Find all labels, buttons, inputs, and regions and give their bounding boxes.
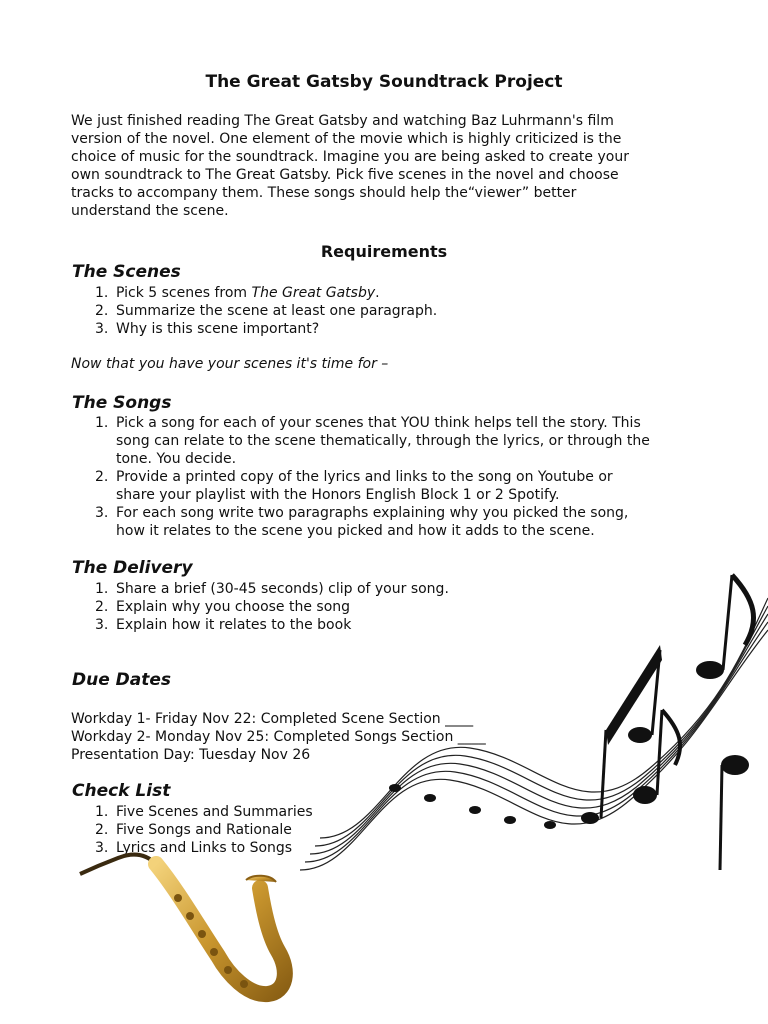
item-line: Pick a song for each of your scenes that YOU think helps tell the story. This [116,415,641,431]
saxophone-icon [78,846,308,1016]
item-number: 1. [95,804,109,820]
list-item [72,284,712,302]
item-number: 2. [95,303,109,319]
list-item [72,821,712,839]
due-date-line: Workday 2- Monday Nov 25: Completed Songs Section ____ [71,729,486,745]
item-number: 1. [95,415,109,431]
delivery-heading: The Delivery [72,558,193,578]
list-item [72,468,712,504]
item-text: Share a brief (30-45 seconds) clip of your song. [116,581,449,597]
list-item [72,598,712,616]
due-date-line: Workday 1- Friday Nov 22: Completed Scene Section ____ [71,711,474,727]
due-dates-heading: Due Dates [72,670,172,690]
scenes-heading: The Scenes [72,262,181,282]
list-item [72,504,712,540]
item-number: 1. [95,285,109,301]
intro-line: own soundtrack to The Great Gatsby. Pick five scenes in the novel and choose [71,167,619,183]
list-item [72,839,712,857]
list-item [72,320,712,338]
item-text: Summarize the scene at least one paragraph. [116,303,438,319]
item-number: 3. [95,840,109,856]
songs-heading: The Songs [72,393,172,413]
item-number: 3. [95,505,109,521]
checklist-heading: Check List [72,781,171,801]
list-item [72,580,712,598]
scenes-list [72,284,712,338]
book-title: The Great Gatsby [251,285,376,301]
item-text: Explain how it relates to the book [116,617,352,633]
intro-paragraph [71,112,711,220]
due-date-line: Presentation Day: Tuesday Nov 26 [71,747,311,763]
intro-line: We just finished reading The Great Gatsby and watching Baz Luhrmann's film [71,113,614,129]
due-dates-list [71,710,486,764]
list-item [72,414,712,468]
intro-line: understand the scene. [71,203,229,219]
item-text: Why is this scene important? [116,321,320,337]
item-text: Explain why you choose the song [116,599,351,615]
item-line: Provide a printed copy of the lyrics and links to the song on Youtube or [116,469,613,485]
item-line: song can relate to the scene thematically, through the lyrics, or through the [116,433,650,449]
item-line: how it relates to the scene you picked and how it adds to the scene. [116,523,595,539]
item-number: 2. [95,822,109,838]
item-line: tone. You decide. [116,451,237,467]
list-item [72,803,712,821]
item-number: 3. [95,321,109,337]
item-number: 2. [95,469,109,485]
item-number: 1. [95,581,109,597]
delivery-list [72,580,712,634]
item-text: Five Scenes and Summaries [116,804,313,820]
item-line: For each song write two paragraphs explaining why you picked the song, [116,505,629,521]
item-number: 3. [95,617,109,633]
item-text: Lyrics and Links to Songs [116,840,293,856]
list-item [72,302,712,320]
item-line: share your playlist with the Honors English Block 1 or 2 Spotify. [116,487,560,503]
intro-line: tracks to accompany them. These songs should help the“viewer” better [71,185,577,201]
intro-line: version of the novel. One element of the movie which is highly criticized is the [71,131,622,147]
document-title: The Great Gatsby Soundtrack Project [205,72,563,92]
item-punct: . [375,285,380,301]
songs-list [72,414,712,540]
requirements-heading: Requirements [320,242,448,261]
transition-note: Now that you have your scenes it's time for – [71,356,389,372]
checklist-list [72,803,712,857]
item-number: 2. [95,599,109,615]
item-text: Pick 5 scenes from [116,285,252,301]
intro-line: choice of music for the soundtrack. Imagine you are being asked to create your [71,149,629,165]
list-item [72,616,712,634]
item-text: Five Songs and Rationale [116,822,292,838]
